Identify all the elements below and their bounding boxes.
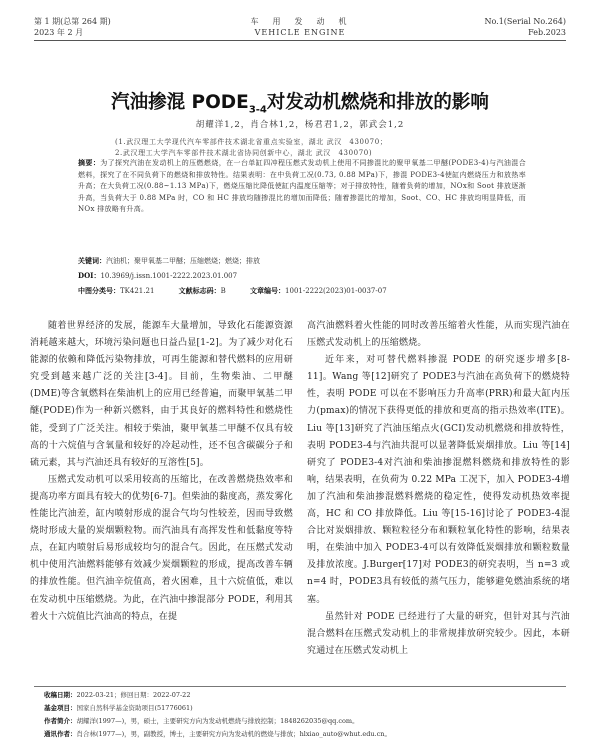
paragraph: 压燃式发动机可以采用较高的压缩比，在改善燃烧热效率和提高功率方面具有较大的优势[6-7]。但柴油的黏度高，蒸发雾化性能比汽油差，缸内喷射形成的混合气均匀性较差，因而导致燃烧时形成大量的炭烟颗粒物。而汽油具有高挥发性和低黏度等特点，在缸内喷射后易形成较均匀的混合气。因此，在压燃式发动机中使用汽油燃料能够有效减少炭烟颗粒的形成，提高改善车辆的排放性能。但汽油辛烷值高，着火困难，且十六烷值低，难以在发动机中压缩燃烧。为此，在汽油中掺混部分 PODE，利用其着火十六烷值比汽油高的特点，在提: [30, 474, 293, 622]
paragraph: 虽然针对 PODE 已经进行了大量的研究，但针对其与汽油混合燃料在压燃式发动机上的非常规排放研究较少。因此，本研究通过在压燃式发动机上: [307, 611, 570, 656]
header-rule: [34, 40, 566, 41]
header-serial: No.1(Serial No.264) Feb.2023: [484, 17, 566, 37]
abstract-label: 摘要：: [78, 158, 101, 167]
abstract: [78, 157, 526, 216]
paragraph: 随着世界经济的发展，能源车大量增加，导致化石能源资源消耗越来越大，环境污染问题也日益凸显[1-2]。为了减少对化石能源的依赖和降低污染物排放，可再生能源和替代燃料的应用研究受到越来越广泛的关注[3-4]。目前，生物柴油、二甲醚(DME)等含氧燃料在柴油机上的应用已经普遍，而聚甲氧基二甲醚(PODE)作为一种新兴燃料，由于其良好的燃料特性和燃烧性能，受到了广泛关注。相较于柴油，聚甲氧基二甲醚不仅具有较高的十六烷值与含氧量和较好的冷起动性，还不包含碳碳分子和硫元素，其与汽油还具有较好的互溶性[5]。: [30, 321, 293, 468]
footnote-received: 收稿日期：2022-03-21；修回日期：2022-07-22: [44, 691, 191, 699]
footnote-funding: 基金项目：国家自然科学基金资助项目(51776061): [44, 704, 193, 712]
running-header: [34, 16, 566, 40]
affiliation-1: (1.武汉理工大学现代汽车零部件技术湖北省重点实验室，湖北 武汉 430070；: [115, 138, 388, 146]
paragraph: 高汽油燃料着火性能的同时改善压缩着火性能，从而实现汽油在压燃式发动机上的压缩燃烧。: [307, 321, 570, 349]
paragraph: 近年来，对可替代燃料掺混 PODE 的研究逐步增多[8-11]。Wang 等[12]研究了 PODE3与汽油在高负荷下的燃烧特性，表明 PODE 可以在不影响压力升高率(PRR)和最大缸内压力(pmax)的情况下获得更低的排放和更高的指示热效率(ITE)。Liu 等[13]研究了汽油压缩点火(GCI)发动机燃烧和排放特性，表明 PODE3-4与汽油共混可以显著降低炭烟排放。Liu 等[14]研究了 PODE3-4对汽油和柴油掺混燃料燃烧和排放特性的影响，结果表明，在负荷为 0.22 MPa 工况下，加入 PODE3-4增加了汽油和柴油掺混燃料燃烧的稳定性，使得发动机热效率提高，HC 和 CO 排放降低。Liu 等[15-16]讨论了 PODE3-4混合比对炭烟排放、颗粒粒径分布和颗粒氧化特性的影响，结果表明，在柴油中加入 PODE3-4可以有效降低炭烟排放和颗粒数量及排放浓度。J.Burger[17]对 PODE3的研究表明，当 n=3 或 n=4 时，PODE3具有较低的蒸气压力，能够避免燃油系统的堵塞。: [307, 355, 570, 605]
body-column-right: [307, 318, 570, 660]
footnote-rule: [34, 686, 566, 687]
footnote-author-bio: 作者简介：胡耀洋(1997—)，男，硕士，主要研究方向为发动机燃烧与排放控制；1848262035@qq.com。: [44, 717, 359, 725]
paper-title: 汽油掺混 $PODE_{3-4}$对发动机燃烧和排放的影响: [111, 92, 489, 116]
abstract-text: 为了探究汽油在发动机上的压燃燃烧，在一台单缸四冲程压燃式发动机上使用不同掺混比的聚甲氧基二甲醚(PODE3-4)与汽油混合燃料，探究了在不同负荷下的燃烧和排放特性。结果表明：在中负荷工况(0.73, 0.88 MPa)下，掺混 PODE3-4使缸内燃烧压力和放热率升高；在大负荷工况(0.88~1.13 MPa)下，燃烧压缩比降低使缸内温度压缩等；对于排放特性，随着负荷的增加，NOx和 Soot 排放逐渐升高，当负荷大于 0.88 MPa 时，CO 和 HC 排放均随掺混比的增加而降低；随着掺混比的增加，Soot、CO、HC 排放均明显降低，而 NOx 排放略有升高。: [78, 159, 527, 213]
doi: DOI：10.3969/j.issn.1001-2222.2023.01.007: [78, 271, 238, 280]
header-journal: 车 用 发 动 机 VEHICLE ENGINE: [250, 17, 350, 37]
classification-line: 中图分类号：TK421.21 文献标志码：B 文章编号：1001-2222(2023)01-0037-07: [78, 286, 387, 295]
body-column-left: [30, 318, 293, 626]
author-list: 胡耀洋1,2，肖合林1,2，杨君君1,2，郭武会1,2: [195, 120, 405, 130]
keywords: 关键词：汽油机；聚甲氧基二甲醚；压缩燃烧；燃烧；排放: [78, 256, 260, 265]
header-issue: 第 1 期(总第 264 期) 2023 年 2 月: [34, 17, 111, 37]
affiliation-2: 2.武汉理工大学汽车零部件技术湖北省协同创新中心，湖北 武汉 430070): [115, 149, 373, 157]
footnote-corresponding: 通讯作者：肖合林(1977—)，男，副教授，博士，主要研究方向为发动机的燃烧与排放；hlxiao_auto@whut.edu.cn。: [44, 730, 391, 738]
